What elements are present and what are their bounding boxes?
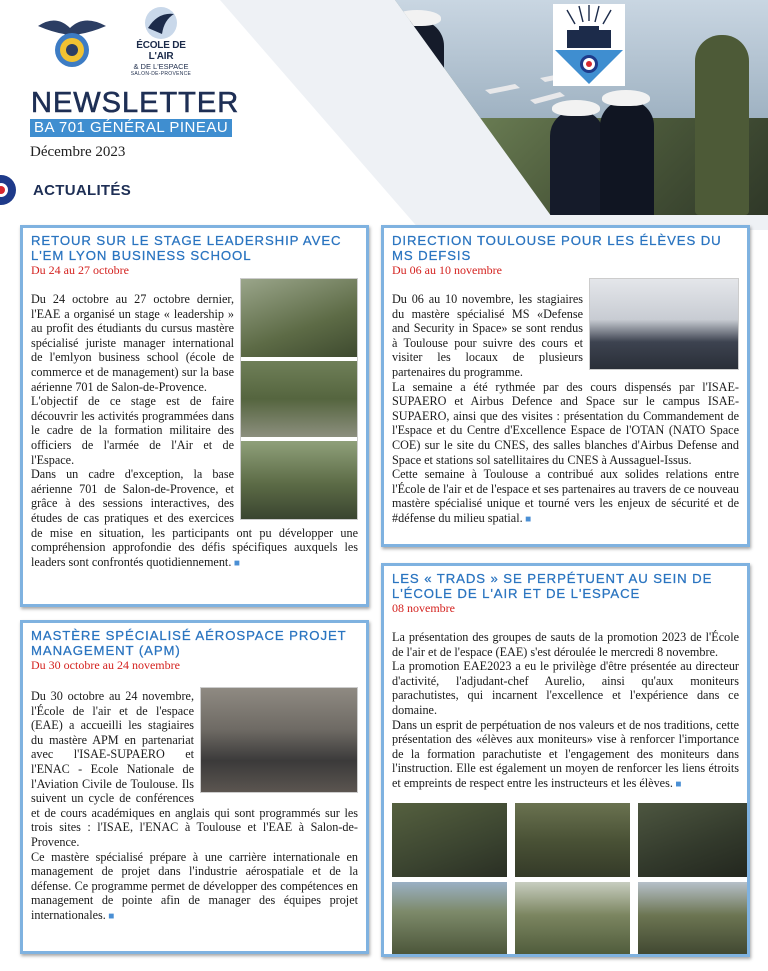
article-date: Du 24 au 27 octobre (31, 263, 129, 277)
article-date: 08 novembre (392, 601, 455, 615)
gallery-photo (515, 882, 630, 956)
gallery-photo (515, 803, 630, 877)
apm-group-photo (201, 688, 357, 792)
article-title: RETOUR SUR LE STAGE LEADERSHIP AVEC L'EM LYON BUSINESS SCHOOL (31, 233, 342, 263)
article-title: LES « TRADS » SE PERPÉTUENT AU SEIN DE L'ÉCOLE DE L'AIR ET DE L'ESPACE (392, 571, 713, 601)
newsletter-title: NEWSLETTER (31, 87, 240, 119)
photo-gallery (392, 803, 739, 956)
school-logo (128, 6, 194, 78)
article-leadership (20, 225, 369, 607)
school-bird-icon (142, 6, 180, 40)
newsletter-date: Décembre 2023 (30, 144, 126, 160)
newsletter-subtitle: BA 701 GÉNÉRAL PINEAU (30, 119, 232, 137)
article-paragraph: Du 30 octobre au 24 novembre, l'École de l'air et de l'espace (EAE) a accueilli les stagiaires du mastère APM en partenariat avec l'ISAE-SUPAERO et l'ENAC - Ecole Nationale de l'Aviation Civile de Toulouse. Ils suivent un cycle de conférences et de cours académiques en anglais qui sont programmés sur les trois sites : l'ISAE, l'ENAC à Toulouse et l'EAE à Salon-de-Provence. (31, 689, 358, 849)
article-paragraph: Dans un cadre d'exception, la base aérienne 701 de Salon-de-Provence, et grâce à des sessions interactives, des études de cas pratiques et des exercices de mise en situation, les participants ont pu développer une compréhension approfondie des défis spécifiques auxquels les leaders sont confrontés quotidiennement. ■ (31, 467, 358, 571)
article-date: Du 06 au 10 novembre (392, 263, 502, 277)
article-paragraph: Dans un esprit de perpétuation de nos valeurs et de nos traditions, cette présentation des «élèves aux moniteurs» vise à renforcer l'importance de la formation parachutiste et l'engagement des moniteurs dans l'instruction. Elle est également un moyen de renforcer les liens étroits et empreints de respect entre les instructeurs et les élèves. ■ (392, 718, 739, 793)
leadership-photo-1 (241, 279, 357, 357)
gallery-photo (638, 882, 750, 956)
school-logo-line1: ÉCOLE DE L'AIR (136, 40, 186, 62)
gallery-photo (392, 803, 507, 877)
article-toulouse (381, 225, 750, 547)
gallery-photo (392, 882, 507, 956)
article-paragraph: Du 24 octobre au 27 octobre dernier, l'EAE a organisé un stage « leadership » au profit des étudiants du cursus mastère spécialisé juriste manager international de l'emlyon business school (école de commerce et de management) sur la base aérienne 701 de Salon-de-Provence. (31, 292, 234, 394)
article-title: DIRECTION TOULOUSE POUR LES ÉLÈVES DU MS DEFSIS (392, 233, 722, 263)
gallery-photo (638, 803, 750, 877)
article-photos (589, 278, 739, 370)
article-paragraph: La promotion EAE2023 a eu le privilège d'être présentée au directeur d'activité, l'adjudant-chef Aurelio, ainsi qu'aux moniteurs parachutistes, qui incarnent l'excellence et l'expérience dans ce domaine. (392, 659, 739, 717)
leadership-photo-2 (241, 361, 357, 437)
article-photos (200, 687, 358, 793)
section-heading: ACTUALITÉS (33, 182, 131, 199)
article-paragraph: Ce mastère spécialisé prépare à une carrière internationale en management de projet dans l'industrie aérospatiale et de la défense. Ce programme permet de développer des compétences en management de pointe afin de manager des équipes projet internationales. ■ (31, 850, 358, 925)
article-trads (381, 563, 750, 957)
article-paragraph: La semaine a été rythmée par des cours dispensés par l'ISAE-SUPAERO et Airbus Defence and Space sur le campus ISAE-SUPAERO, ainsi que des visites : présentation du Commandement de l'Espace et du Centre d'Excellence Espace de l'OTAN (NATO Space COE) sur le site du CNES, des salles blanches d'Airbus Defense and Space et stations sol satellitaires du CNES à Aussaguel-Issus. (392, 379, 739, 467)
article-title: MASTÈRE SPÉCIALISÉ AÉROSPACE PROJET MANAGEMENT (APM) (31, 628, 347, 658)
school-emblem-icon (553, 4, 625, 86)
article-photos (240, 278, 358, 520)
article-date: Du 30 octobre au 24 novembre (31, 658, 180, 672)
toulouse-group-photo (590, 279, 738, 369)
base-emblem-logo (36, 12, 108, 70)
article-paragraph: Du 06 au 10 novembre, les stagiaires du mastère spécialisé MS «Defense and Security in Space» se sont rendus à Toulouse pour suivre des cours et visiter les locaux de plusieurs partenaires du programme. (392, 292, 583, 379)
article-paragraph: La présentation des groupes de sauts de la promotion 2023 de l'École de l'air et de l'espace (EAE) s'est déroulée le mercredi 8 novembre. (392, 630, 739, 659)
school-logo-line3: SALON-DE-PROVENCE (130, 71, 192, 77)
leadership-photo-3 (241, 441, 357, 519)
article-paragraph: L'objectif de ce stage est de faire découvrir les activités programmées dans le cadre de la formation militaire des officiers de l'armée de l'Air et de l'Espace. (31, 394, 234, 467)
school-logo-line2: & DE L'ESPACE (133, 62, 189, 71)
article-paragraph: Cette semaine à Toulouse a contribué aux solides relations entre l'École de l'air et de l'espace et ses partenaires au travers de ce nouveau mastère spécialisé unique et tourné vers les enjeux de sécurité et de #défense du milieu spatial. ■ (392, 467, 739, 527)
article-apm (20, 620, 369, 954)
